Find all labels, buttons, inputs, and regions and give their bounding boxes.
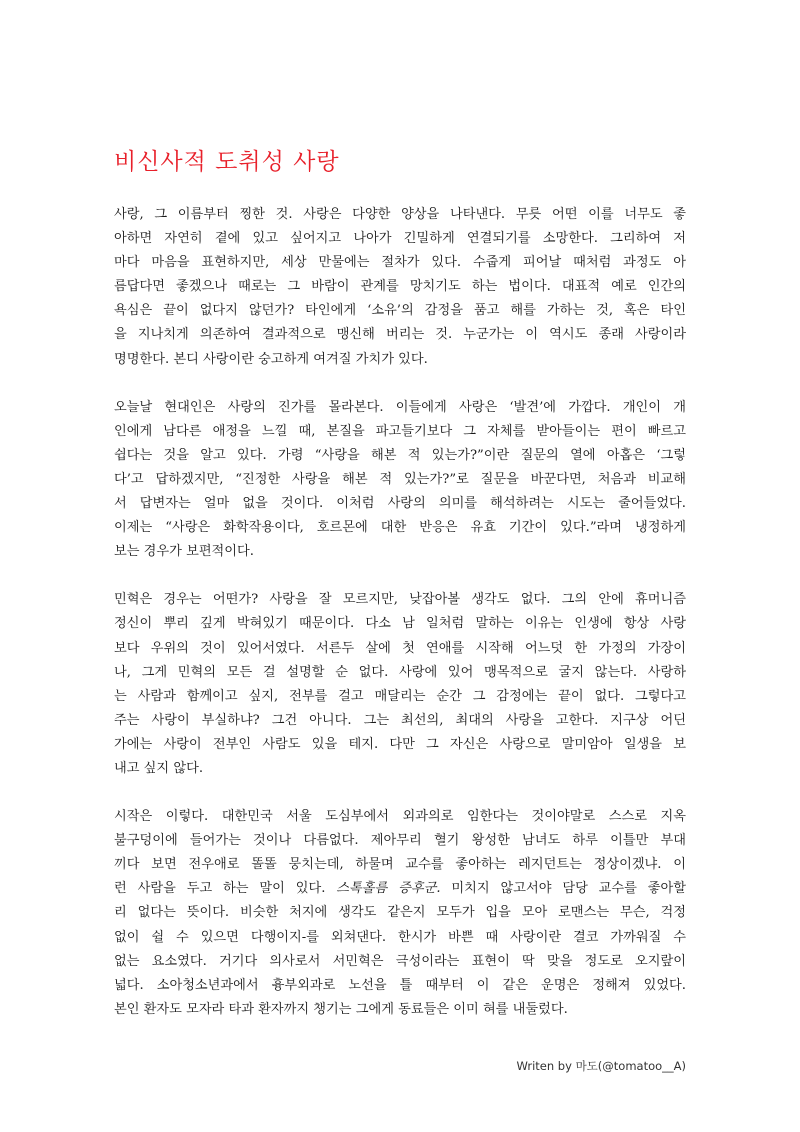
paragraph-3: [114, 588, 686, 781]
author-credit: Writen by 마도(@tomatoo__A): [516, 1059, 686, 1073]
text-fragment: 리: [114, 905, 127, 921]
text-line: 는 사람과 함께이고 싶지, 전부를 걸고 매달리는 순간 그 감정에는 끝이 없다. 그렇다고: [114, 688, 686, 704]
text-line: 정신이 뿌리 깊게 박혀있기 때문이다. 다소 남 일처럼 말하는 이유는 인생에 항상 사랑: [114, 616, 686, 632]
text-line: 사랑, 그 이름부터 찡한 것. 사랑은 다양한 양상을 나타낸다. 무릇 어떤 이를 너무도 좋: [114, 207, 686, 222]
text-line: 주는 사랑이 부실하냐? 그건 아니다. 그는 최선의, 최대의 사랑을 고한다. 지구상 어딘: [114, 712, 686, 728]
text-line: 을 지나치게 의존하여 결과적으로 맹신해 버리는 것. 누군가는 이 역시도 종래 사랑이라: [114, 327, 686, 343]
text-line: 서 답변자는 얼마 없을 것이다. 이처럼 사랑의 의미를 해석하려는 시도는 줄어들었다.: [114, 496, 686, 512]
text-line: [114, 901, 686, 925]
paragraph-1: [114, 203, 686, 372]
text-line: 오늘날 현대인은 사랑의 진가를 몰라본다. 이들에게 사랑은 ‘발견’에 가깝다. 개인이 개: [114, 399, 686, 415]
text-line: 넓다. 소아청소년과에서 흉부외과로 노선을 틀 때부터 이 같은 운명은 정해져 있었다.: [114, 977, 686, 993]
text-line: 인에게 남다른 애정을 느낄 때, 본질을 파고들기보다 그 자체를 받아들이는 편이 빠르고: [114, 423, 686, 439]
text-line: 보는 경우가 보편적이다.: [114, 544, 254, 560]
text-line: 나, 그게 민혁의 모든 걸 설명할 순 없다. 사랑에 있어 맹목적으로 굴지 않는다. 사랑하: [114, 664, 686, 680]
text-line: 시작은 이렇다. 대한민국 서울 도심부에서 외과의로 임한다는 것이야말로 스스로 지옥: [114, 809, 686, 825]
text-line: 명명한다. 본디 사랑이란 숭고하게 여겨질 가치가 있다.: [114, 351, 428, 367]
text-line: 보다 우위의 것이 있어서였다. 서른두 살에 첫 연애를 시작해 어느덧 한 가정의 가장이: [114, 640, 686, 656]
text-line-with-emphasis: [114, 877, 686, 901]
text-line: 없이 쉴 수 있으면 다행이지-를 외쳐댄다. 한시가 바쁜 때 사랑이란 결코 가까워질 수: [114, 929, 686, 945]
text-line: 가에는 사랑이 전부인 사람도 있을 테지. 다만 그 자신은 사랑으로 말미암아 일생을 보: [114, 736, 686, 752]
document-title: 비신사적 도취성 사랑: [114, 149, 340, 175]
text-line: 불구덩이에 들어가는 것이나 다름없다. 제아무리 혈기 왕성한 남녀도 하루 이틀만 부대: [114, 833, 686, 849]
text-line: 끼다 보면 전우애로 똘똘 뭉치는데, 하물며 교수를 좋아하는 레지던트는 정상이겠냐. 이: [114, 857, 686, 873]
text-line: 없는 요소였다. 거기다 의사로서 서민혁은 극성이라는 표현이 딱 맞을 정도로 오지랖이: [114, 953, 686, 969]
text-line: 내고 싶지 않다.: [114, 760, 204, 776]
text-line: 다’고 답하겠지만, “진정한 사랑을 해본 적 있는가?”로 질문을 바꾼다면, 처음과 비교해: [114, 471, 686, 487]
text-fragment: 런 사람을 두고 하는 말이 있다.: [114, 881, 326, 897]
text-fragment: 없다는 뜻이다. 비슷한 처지에 생각도 같은지 모두가 입을 모아 로맨스는 무슨, 걱정: [137, 905, 686, 921]
text-line: 아하면 자연히 곁에 있고 싶어지고 나아가 긴밀하게 연결되기를 소망한다. 그리하여 저: [114, 231, 686, 247]
emphasized-term: 스톡홀름 증후군.: [336, 881, 441, 897]
text-line: 마다 마음을 표현하지만, 세상 만물에는 절차가 있다. 수줍게 피어날 때처럼 과정도 아: [114, 255, 686, 271]
text-fragment: 미치지 않고서야 담당 교수를 좋아할: [440, 881, 686, 897]
text-line: 욕심은 끝이 없다지 않던가? 타인에게 ‘소유’의 감정을 품고 해를 가하는 것, 혹은 타인: [114, 303, 686, 319]
paragraph-4: [114, 805, 686, 1022]
text-line: 민혁은 경우는 어떤가? 사랑을 잘 모르지만, 낮잡아볼 생각도 없다. 그의 안에 휴머니즘: [114, 592, 686, 608]
text-line: 쉽다는 것을 알고 있다. 가령 “사랑을 해본 적 있는가?”이란 질문의 열에 아홉은 ‘그렇: [114, 447, 686, 463]
text-line: 본인 환자도 모자라 타과 환자까지 챙기는 그에게 동료들은 이미 혀를 내둘렀다.: [114, 1001, 568, 1017]
paragraph-2: [114, 396, 686, 565]
text-line: 름답다면 좋겠으나 때로는 그 바람이 관계를 망치기도 하는 법이다. 대표적 예로 인간의: [114, 279, 686, 295]
document-body: [114, 203, 686, 1046]
text-line: 이제는 “사랑은 화학작용이다, 호르몬에 대한 반응은 유효 기간이 있다.”라며 냉정하게: [114, 520, 686, 536]
